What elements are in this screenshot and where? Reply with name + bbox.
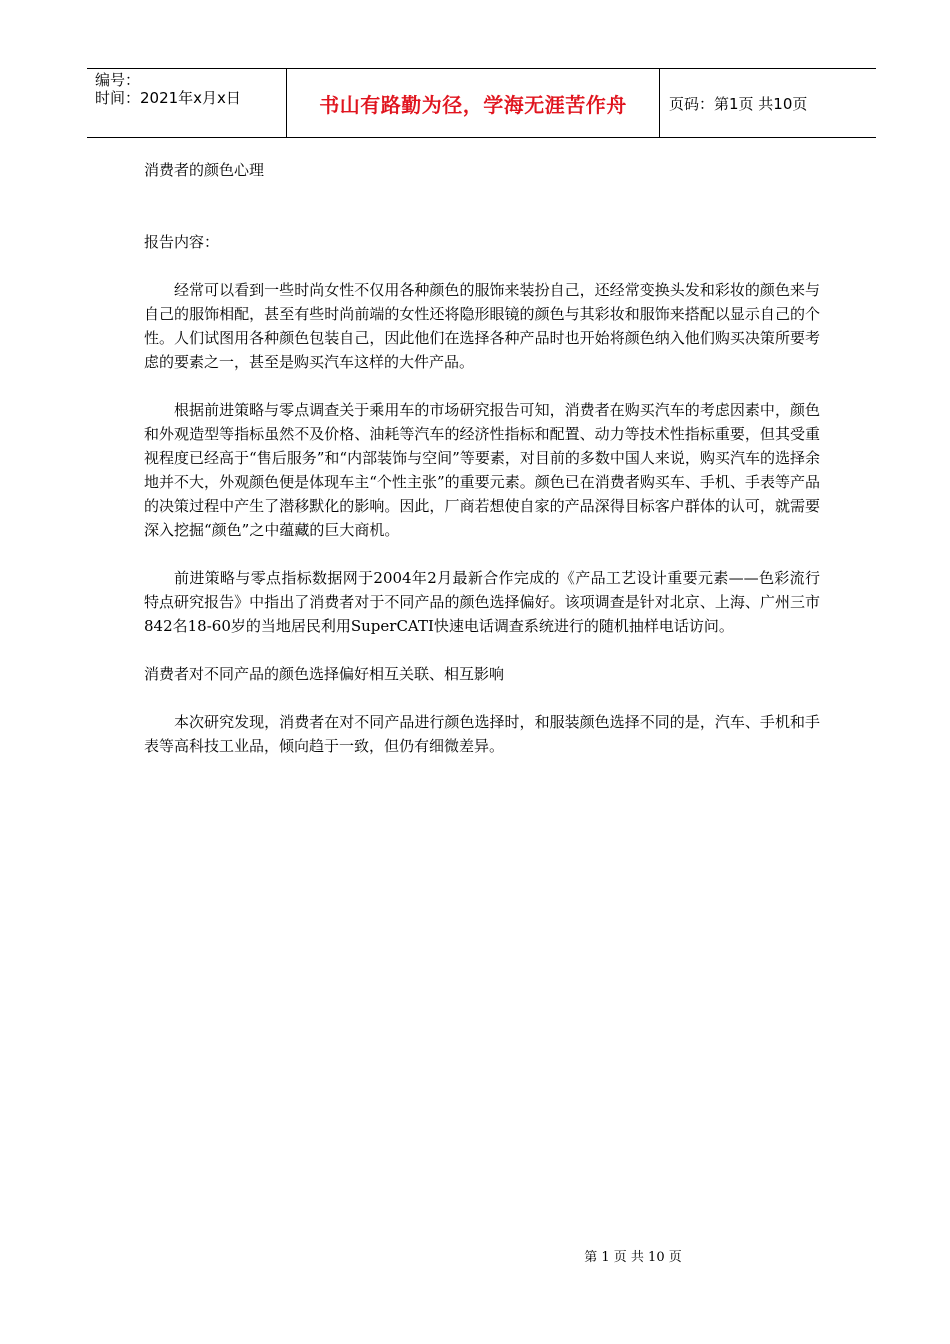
paragraph-4: 本次研究发现，消费者在对不同产品进行颜色选择时，和服装颜色选择不同的是，汽车、手机和手表等高科技工业品，倾向趋于一致，但仍有细微差异。 [144, 713, 820, 755]
number-label: 编号： [95, 71, 141, 89]
document-body [144, 158, 820, 782]
subheading: 消费者对不同产品的颜色选择偏好相互关联、相互影响 [144, 665, 505, 683]
time-label: 时间：2021年x月x日 [95, 89, 241, 107]
paragraph-1: 经常可以看到一些时尚女性不仅用各种颜色的服饰来装扮自己，还经常变换头发和彩妆的颜色来与自己的服饰相配，甚至有些时尚前端的女性还将隐形眼镜的颜色与其彩妆和服饰来搭配以显示自己的个性。人们试图用各种颜色包装自己，因此他们在选择各种产品时也开始将颜色纳入他们购买决策所要考虑的要素之一，甚至是购买汽车这样的大件产品。 [144, 281, 820, 371]
header-motto-cell [287, 69, 660, 137]
motto-text: 书山有路勤为径，学海无涯苦作舟 [319, 92, 627, 117]
page-info: 页码：第1页 共10页 [669, 94, 808, 113]
page-footer [0, 1246, 950, 1265]
paragraph-2: 根据前进策略与零点调查关于乘用车的市场研究报告可知，消费者在购买汽车的考虑因素中，颜色和外观造型等指标虽然不及价格、油耗等汽车的经济性指标和配置、动力等技术性指标重要，但其受重视程度已经高于“售后服务”和“内部装饰与空间”等要素，对目前的多数中国人来说，购买汽车的选择余地并不大，外观颜色便是体现车主“个性主张”的重要元素。颜色已在消费者购买车、手机、手表等产品的决策过程中产生了潜移默化的影响。因此，厂商若想使自家的产品深得目标客户群体的认可，就需要深入挖掘“颜色”之中蕴藏的巨大商机。 [144, 401, 820, 539]
paragraph-3: 前进策略与零点指标数据网于2004年2月最新合作完成的《产品工艺设计重要元素——色彩流行特点研究报告》中指出了消费者对于不同产品的颜色选择偏好。该项调查是针对北京、上海、广州三市842名18-60岁的当地居民利用SuperCATI快速电话调查系统进行的随机抽样电话访问。 [144, 569, 820, 635]
header-info-cell [87, 69, 287, 137]
report-label: 报告内容： [144, 233, 220, 251]
document-title: 消费者的颜色心理 [144, 161, 265, 179]
header-page-cell [660, 69, 876, 137]
footer-page-number: 第 1 页 共 10 页 [584, 1250, 682, 1265]
header-table [87, 68, 876, 138]
